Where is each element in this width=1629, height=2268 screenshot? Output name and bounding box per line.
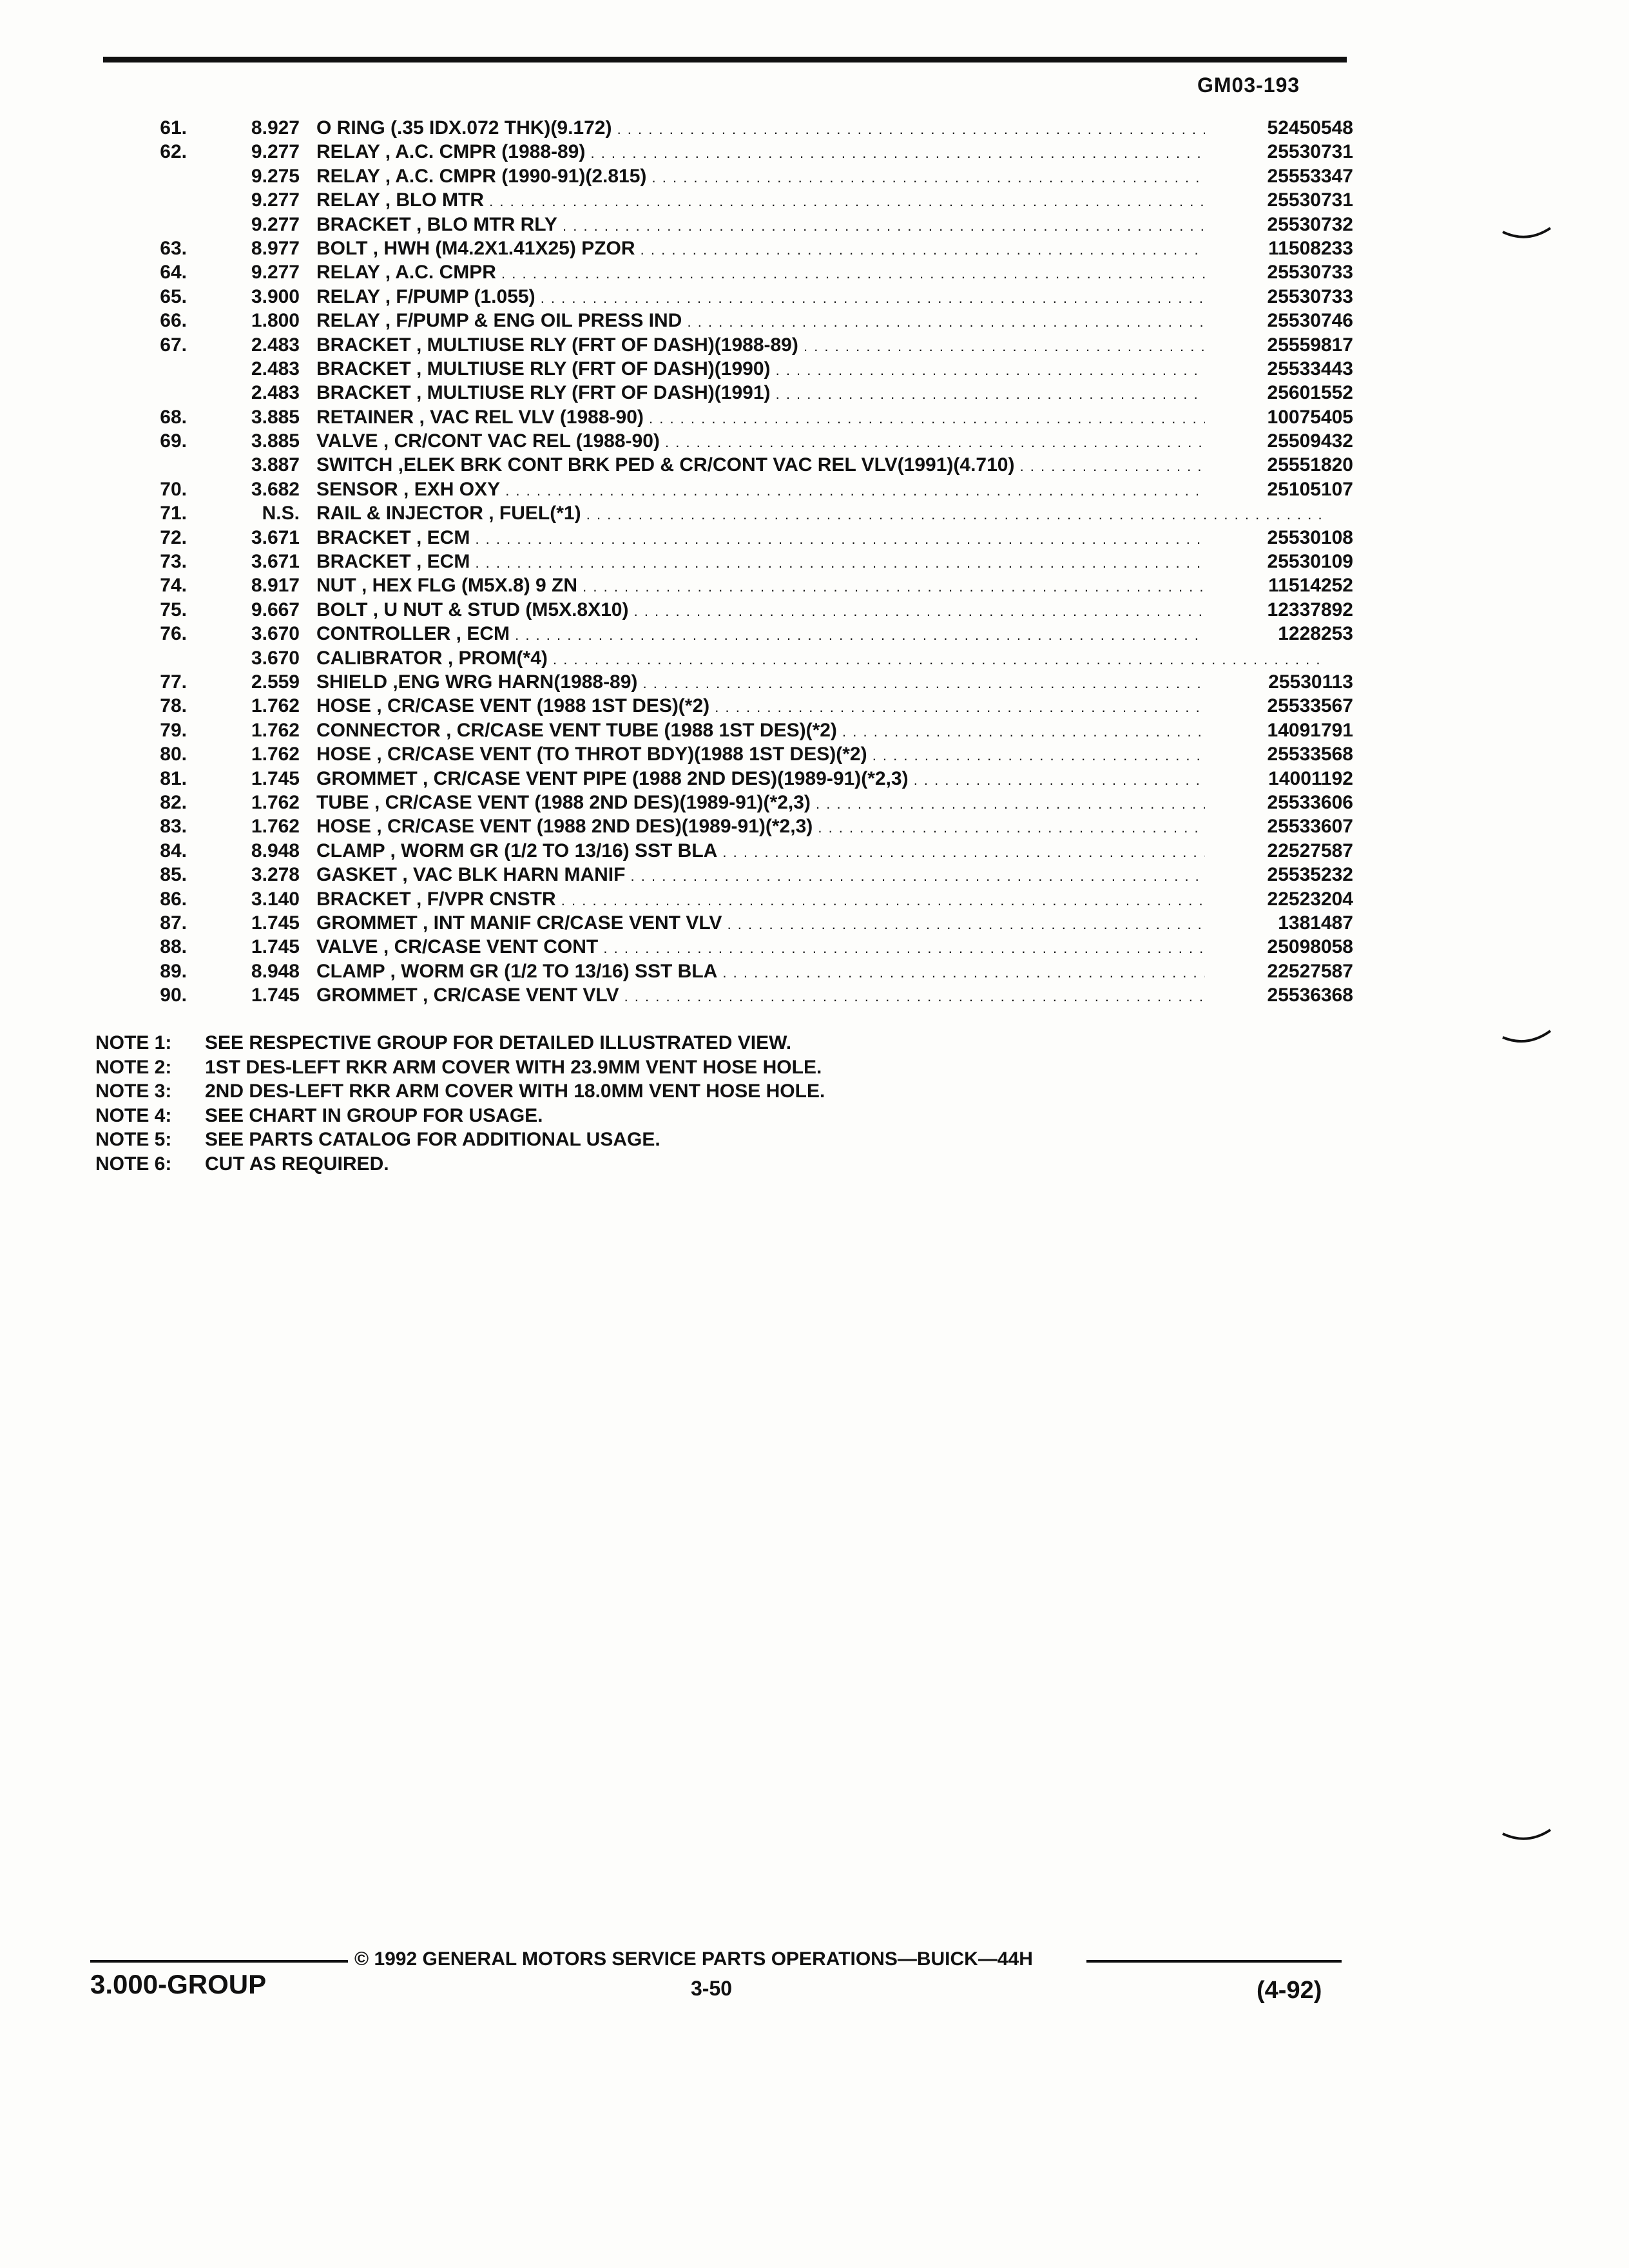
part-number: 25533607: [1205, 814, 1353, 838]
group-number: 2.483: [251, 358, 300, 380]
part-description: SWITCH ,ELEK BRK CONT BRK PED & CR/CONT VAC REL VLV(1991)(4.710) . . .: [316, 453, 1322, 478]
part-number: 25536368: [1205, 983, 1353, 1007]
part-number: 25530109: [1205, 550, 1353, 573]
note-row: [95, 1152, 825, 1177]
part-number: 1228253: [1205, 622, 1353, 646]
note-row: [95, 1055, 825, 1080]
part-description: BOLT , U NUT & STUD (M5X.8X10) . . .: [316, 598, 1322, 623]
item-number: 61.: [160, 117, 187, 139]
item-number: 75.: [160, 599, 187, 620]
part-description: RELAY , A.C. CMPR (1988-89) . . .: [316, 140, 1322, 165]
part-description: BRACKET , ECM . . .: [316, 526, 1322, 551]
item-number: 65.: [160, 285, 187, 307]
page-number: 3-50: [691, 1977, 733, 2000]
group-number: 9.667: [251, 599, 300, 620]
part-row: [116, 767, 1353, 791]
group-number: 9.277: [251, 141, 300, 163]
part-row: [116, 935, 1353, 959]
part-description: BRACKET , MULTIUSE RLY (FRT OF DASH)(1988-89) . . .: [316, 333, 1322, 358]
part-description: CONNECTOR , CR/CASE VENT TUBE (1988 1ST DES)(*2) . . .: [316, 718, 1322, 744]
part-description: SHIELD ,ENG WRG HARN(1988-89) . . .: [316, 670, 1322, 695]
part-row: [116, 814, 1353, 838]
part-row: [116, 911, 1353, 935]
part-row: [116, 164, 1353, 188]
group-number: 1.745: [251, 936, 300, 958]
part-row: [116, 477, 1353, 501]
part-description: NUT , HEX FLG (M5X.8) 9 ZN . . .: [316, 573, 1322, 599]
group-number: 1.762: [251, 816, 300, 838]
item-number: 84.: [160, 840, 187, 861]
part-description: HOSE , CR/CASE VENT (TO THROT BDY)(1988 1ST DES)(*2) . . .: [316, 742, 1322, 767]
part-row: [116, 260, 1353, 284]
part-row: [116, 887, 1353, 911]
group-number: 1.762: [251, 791, 300, 813]
group-number: 3.885: [251, 430, 300, 452]
note-label: NOTE 1:: [95, 1032, 172, 1053]
part-row: [116, 140, 1353, 164]
group-number: 8.917: [251, 575, 300, 597]
note-row: [95, 1031, 825, 1055]
item-number: 69.: [160, 430, 187, 452]
part-row: [116, 550, 1353, 573]
part-number: 25105107: [1205, 477, 1353, 501]
item-number: 70.: [160, 478, 187, 500]
part-row: [116, 959, 1353, 983]
note-label: NOTE 2:: [95, 1056, 172, 1078]
part-description: BRACKET , MULTIUSE RLY (FRT OF DASH)(1991) . . .: [316, 381, 1322, 406]
part-description: BRACKET , MULTIUSE RLY (FRT OF DASH)(1990) . . .: [316, 357, 1322, 382]
part-description: GROMMET , CR/CASE VENT VLV . . .: [316, 983, 1322, 1008]
part-number: 25601552: [1205, 381, 1353, 405]
part-number: 25530731: [1205, 140, 1353, 164]
part-row: [116, 116, 1353, 140]
parts-list: [116, 116, 1353, 1007]
item-number: 89.: [160, 960, 187, 982]
part-description: RETAINER , VAC REL VLV (1988-90) . . .: [316, 405, 1322, 430]
note-text: SEE RESPECTIVE GROUP FOR DETAILED ILLUSTRATED VIEW.: [205, 1032, 792, 1053]
part-row: [116, 598, 1353, 622]
part-description: CLAMP , WORM GR (1/2 TO 13/16) SST BLA . . .: [316, 959, 1322, 985]
part-description: TUBE , CR/CASE VENT (1988 2ND DES)(1989-91)(*2,3) . . .: [316, 791, 1322, 816]
part-description: RELAY , A.C. CMPR (1990-91)(2.815) . . .: [316, 164, 1322, 189]
group-label: 3.000-GROUP: [90, 1969, 267, 1999]
note-text: CUT AS REQUIRED.: [205, 1153, 389, 1175]
part-number: 25533568: [1205, 742, 1353, 766]
item-number: 82.: [160, 791, 187, 813]
part-description: RELAY , F/PUMP & ENG OIL PRESS IND . . .: [316, 309, 1322, 334]
part-number: 25533606: [1205, 791, 1353, 814]
part-number: 25533567: [1205, 694, 1353, 718]
binder-hole-mark: [1501, 1827, 1553, 1847]
note-label: NOTE 6:: [95, 1153, 172, 1175]
group-number: 9.275: [251, 165, 300, 187]
part-description: RAIL & INJECTOR , FUEL(*1) . . .: [316, 501, 1322, 526]
part-description: O RING (.35 IDX.072 THK)(9.172) . . .: [316, 116, 1322, 141]
part-row: [116, 718, 1353, 742]
part-row: [116, 381, 1353, 405]
part-row: [116, 694, 1353, 718]
group-number: 1.762: [251, 695, 300, 717]
part-row: [116, 501, 1353, 525]
note-label: NOTE 4:: [95, 1104, 172, 1126]
item-number: 71.: [160, 503, 187, 524]
group-number: 3.682: [251, 478, 300, 500]
item-number: 74.: [160, 575, 187, 597]
group-number: 8.948: [251, 960, 300, 982]
part-row: [116, 742, 1353, 766]
footer-rule-left: [90, 1960, 348, 1963]
date-code: (4-92): [1257, 1977, 1322, 2004]
item-number: 78.: [160, 695, 187, 717]
item-number: 80.: [160, 744, 187, 765]
item-number: 73.: [160, 551, 187, 573]
item-number: 83.: [160, 816, 187, 838]
part-row: [116, 526, 1353, 550]
page-code: GM03-193: [1197, 73, 1300, 97]
part-row: [116, 285, 1353, 309]
binder-hole-mark: [1501, 1030, 1553, 1049]
part-row: [116, 573, 1353, 597]
part-number: 1381487: [1205, 911, 1353, 935]
item-number: 64.: [160, 262, 187, 284]
part-description: GASKET , VAC BLK HARN MANIF . . .: [316, 863, 1322, 888]
group-number: 2.483: [251, 382, 300, 404]
part-number: 25530731: [1205, 188, 1353, 212]
group-number: 1.762: [251, 744, 300, 765]
part-description: GROMMET , INT MANIF CR/CASE VENT VLV . . .: [316, 911, 1322, 936]
item-number: 63.: [160, 237, 187, 259]
part-description: VALVE , CR/CASE VENT CONT . . .: [316, 935, 1322, 960]
part-number: 25530732: [1205, 213, 1353, 236]
part-number: 25530733: [1205, 260, 1353, 284]
note-text: 1ST DES-LEFT RKR ARM COVER WITH 23.9MM VENT HOSE HOLE.: [205, 1056, 822, 1078]
item-number: 86.: [160, 888, 187, 910]
part-number: 25098058: [1205, 935, 1353, 959]
part-description: BOLT , HWH (M4.2X1.41X25) PZOR . . .: [316, 236, 1322, 262]
part-number: 25530733: [1205, 285, 1353, 309]
part-description: VALVE , CR/CONT VAC REL (1988-90) . . .: [316, 429, 1322, 454]
part-row: [116, 839, 1353, 863]
part-row: [116, 646, 1353, 670]
part-row: [116, 236, 1353, 260]
part-row: [116, 213, 1353, 236]
group-number: 9.277: [251, 213, 300, 235]
item-number: 77.: [160, 671, 187, 693]
group-number: 3.671: [251, 526, 300, 548]
group-number: 8.927: [251, 117, 300, 139]
part-row: [116, 453, 1353, 477]
part-description: CONTROLLER , ECM . . .: [316, 622, 1322, 647]
group-number: 3.140: [251, 888, 300, 910]
group-number: 2.559: [251, 671, 300, 693]
part-number: 14001192: [1205, 767, 1353, 791]
group-number: 9.277: [251, 189, 300, 211]
part-row: [116, 863, 1353, 887]
item-number: 88.: [160, 936, 187, 958]
part-number: 10075405: [1205, 405, 1353, 429]
group-number: 1.745: [251, 985, 300, 1006]
copyright-line: © 1992 GENERAL MOTORS SERVICE PARTS OPERATIONS—BUICK—44H: [354, 1948, 1033, 1970]
part-row: [116, 405, 1353, 429]
part-row: [116, 983, 1353, 1007]
part-row: [116, 429, 1353, 453]
item-number: 76.: [160, 623, 187, 645]
group-number: 1.745: [251, 912, 300, 934]
group-number: N.S.: [262, 503, 300, 524]
part-number: 22523204: [1205, 887, 1353, 911]
part-description: CLAMP , WORM GR (1/2 TO 13/16) SST BLA . . .: [316, 839, 1322, 864]
group-number: 8.977: [251, 237, 300, 259]
group-number: 8.948: [251, 840, 300, 861]
group-number: 3.900: [251, 285, 300, 307]
part-description: BRACKET , BLO MTR RLY . . .: [316, 213, 1322, 238]
part-row: [116, 791, 1353, 814]
part-number: 25530113: [1205, 670, 1353, 694]
item-number: 67.: [160, 334, 187, 356]
item-number: 62.: [160, 141, 187, 163]
group-number: 3.885: [251, 406, 300, 428]
notes-section: [95, 1031, 825, 1176]
group-number: 1.762: [251, 719, 300, 741]
item-number: 85.: [160, 864, 187, 886]
part-number: 25559817: [1205, 333, 1353, 357]
part-row: [116, 333, 1353, 357]
note-label: NOTE 5:: [95, 1129, 172, 1150]
note-text: SEE CHART IN GROUP FOR USAGE.: [205, 1104, 543, 1126]
part-description: BRACKET , ECM . . .: [316, 550, 1322, 575]
part-number: 25533443: [1205, 357, 1353, 381]
group-number: 1.800: [251, 310, 300, 332]
part-number: 25553347: [1205, 164, 1353, 188]
part-number: 22527587: [1205, 959, 1353, 983]
group-number: 9.277: [251, 262, 300, 284]
note-row: [95, 1128, 825, 1152]
group-number: 3.670: [251, 647, 300, 669]
item-number: 79.: [160, 719, 187, 741]
group-number: 3.671: [251, 551, 300, 573]
item-number: 66.: [160, 310, 187, 332]
part-number: 14091791: [1205, 718, 1353, 742]
part-number: 52450548: [1205, 116, 1353, 140]
part-row: [116, 670, 1353, 694]
binder-hole-mark: [1501, 226, 1553, 245]
part-description: CALIBRATOR , PROM(*4) . . .: [316, 646, 1322, 671]
part-description: GROMMET , CR/CASE VENT PIPE (1988 2ND DES)(1989-91)(*2,3) . . .: [316, 767, 1322, 792]
part-number: 25551820: [1205, 453, 1353, 477]
part-number: 25530746: [1205, 309, 1353, 332]
part-row: [116, 309, 1353, 332]
group-number: 2.483: [251, 334, 300, 356]
part-row: [116, 357, 1353, 381]
top-rule: [103, 57, 1347, 62]
note-text: 2ND DES-LEFT RKR ARM COVER WITH 18.0MM VENT HOSE HOLE.: [205, 1081, 825, 1102]
note-label: NOTE 3:: [95, 1081, 172, 1102]
part-number: 25509432: [1205, 429, 1353, 453]
item-number: 81.: [160, 767, 187, 789]
part-description: RELAY , A.C. CMPR . . .: [316, 260, 1322, 285]
group-number: 1.745: [251, 767, 300, 789]
part-number: 12337892: [1205, 598, 1353, 622]
item-number: 90.: [160, 985, 187, 1006]
item-number: 68.: [160, 406, 187, 428]
part-description: SENSOR , EXH OXY . . .: [316, 477, 1322, 503]
part-description: HOSE , CR/CASE VENT (1988 1ST DES)(*2) . . .: [316, 694, 1322, 719]
group-number: 3.670: [251, 623, 300, 645]
note-row: [95, 1079, 825, 1104]
part-description: BRACKET , F/VPR CNSTR . . .: [316, 887, 1322, 912]
part-description: RELAY , BLO MTR . . .: [316, 188, 1322, 213]
part-number: 11514252: [1205, 573, 1353, 597]
part-row: [116, 188, 1353, 212]
part-number: 11508233: [1205, 236, 1353, 260]
note-row: [95, 1104, 825, 1128]
footer-rule-right: [1086, 1960, 1342, 1963]
item-number: 87.: [160, 912, 187, 934]
note-text: SEE PARTS CATALOG FOR ADDITIONAL USAGE.: [205, 1129, 660, 1150]
group-number: 3.278: [251, 864, 300, 886]
group-number: 3.887: [251, 454, 300, 476]
part-number: 25530108: [1205, 526, 1353, 550]
item-number: 72.: [160, 526, 187, 548]
part-row: [116, 622, 1353, 646]
part-number: 25535232: [1205, 863, 1353, 887]
part-number: 22527587: [1205, 839, 1353, 863]
part-description: HOSE , CR/CASE VENT (1988 2ND DES)(1989-91)(*2,3) . . .: [316, 814, 1322, 840]
part-description: RELAY , F/PUMP (1.055) . . .: [316, 285, 1322, 310]
